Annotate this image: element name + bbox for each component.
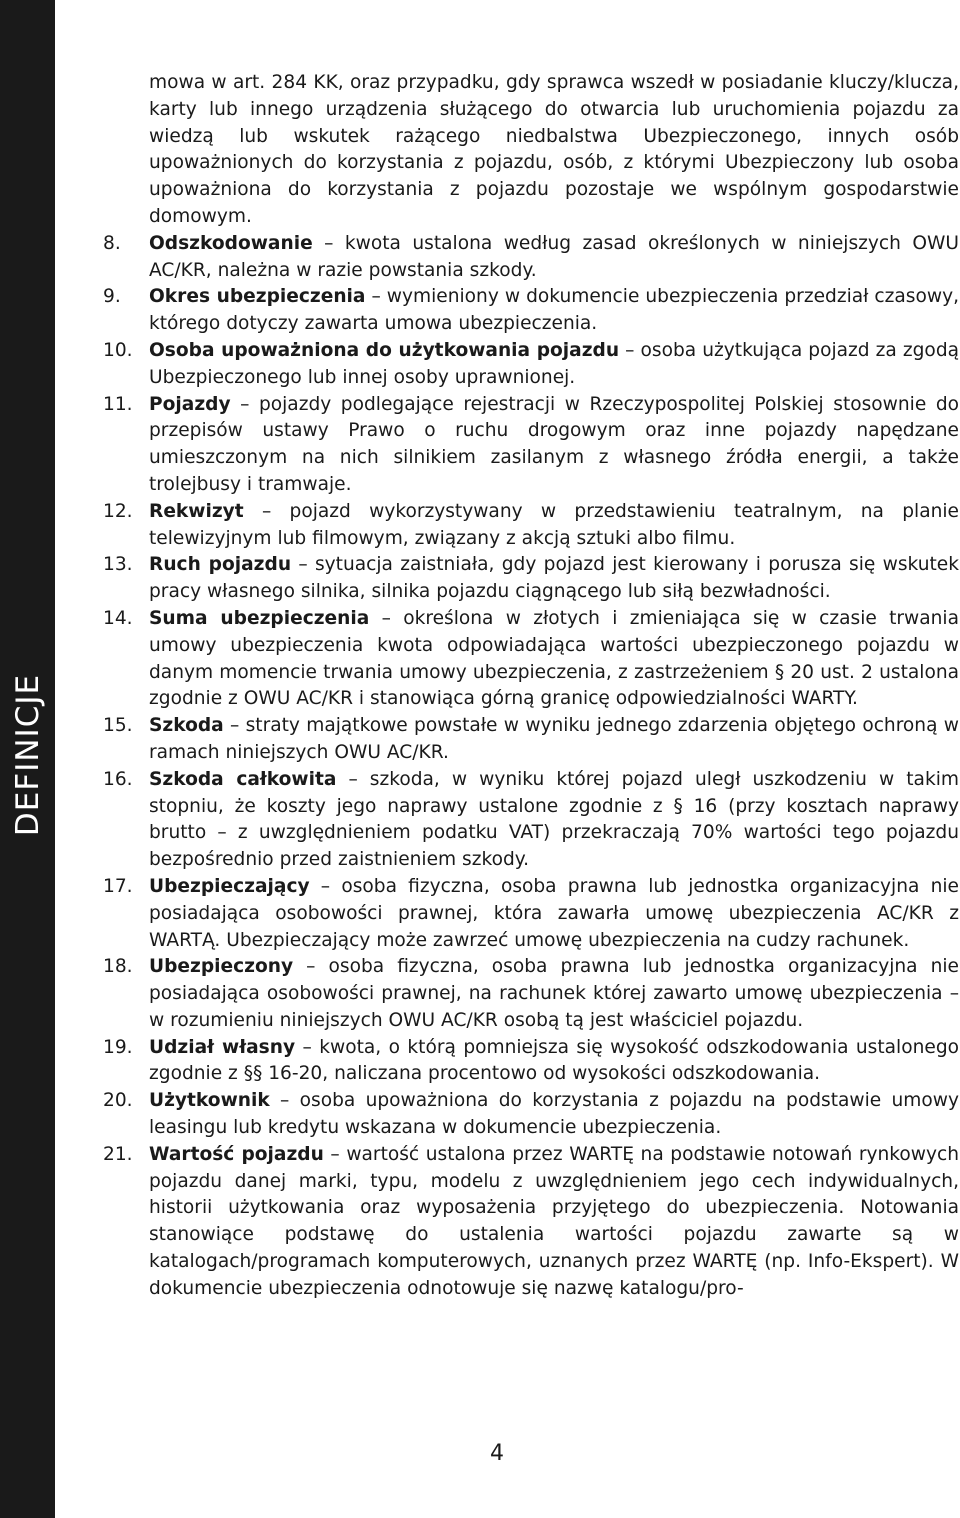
definition-term: Okres ubezpieczenia — [149, 286, 366, 308]
definition-number: 10. — [103, 339, 133, 361]
definition-item — [103, 284, 959, 338]
definition-text — [149, 767, 959, 874]
definition-term: Szkoda całkowita — [149, 768, 337, 790]
definition-item — [103, 338, 959, 392]
definition-term: Osoba upoważniona do użytkowania pojazdu — [149, 339, 620, 361]
definition-text — [149, 392, 959, 499]
definition-term: Ubezpieczający — [149, 875, 310, 897]
definition-body: – szkoda, w wyniku której pojazd uległ uszkodzeniu w takim stopniu, że koszty jego naprawy ustalone zgodnie z § 16 (przy kosztach naprawy brutto – z uwzględnieniem podatku VAT) przekraczają 70% wartości tego pojazdu bezpośrednio przed zaistnieniem szkody. — [149, 768, 959, 871]
section-sidebar — [0, 0, 55, 1518]
definition-item — [103, 874, 959, 954]
definition-term: Pojazdy — [149, 393, 231, 415]
definition-number: 15. — [103, 715, 133, 737]
definition-number: 14. — [103, 607, 133, 629]
definition-term: Suma ubezpieczenia — [149, 607, 370, 629]
definition-number: 18. — [103, 956, 133, 978]
definition-text — [149, 1035, 959, 1089]
definitions-content — [103, 70, 959, 1303]
definition-item — [103, 713, 959, 767]
definition-body: – osoba fizyczna, osoba prawna lub jednostka organizacyjna nie posiadająca osobowości prawnej, która zawarła umowę ubezpieczenia AC/KR z WARTĄ. Ubezpieczający może zawrzeć umowę ubezpieczenia na cudzy rachunek. — [149, 875, 959, 951]
definition-number: 17. — [103, 875, 133, 897]
section-label: DEFINICJE — [10, 673, 46, 837]
definition-item — [103, 1142, 959, 1303]
definition-number: 11. — [103, 393, 133, 415]
definition-text — [149, 338, 959, 392]
definition-body: – kwota, o którą pomniejsza się wysokość odszkodowania ustalonego zgodnie z §§ 16-20, naliczana procentowo od wysokości odszkodowania. — [149, 1036, 959, 1085]
definition-item — [103, 231, 959, 285]
definition-item — [103, 1035, 959, 1089]
definition-term: Szkoda — [149, 715, 224, 737]
definition-text — [149, 552, 959, 606]
definition-term: Ubezpieczony — [149, 956, 294, 978]
definition-body: – określona w złotych i zmieniająca się w czasie trwania umowy ubezpieczenia kwota odpowiadająca wartości ubezpieczonego pojazdu w danym momencie trwania umowy ubezpieczenia, z zastrzeżeniem § 20 ust. 2 ustalona zgodnie z OWU AC/KR i stanowiąca górną granicę odpowiedzialności WARTY. — [149, 607, 959, 710]
definition-body: – straty majątkowe powstałe w wyniku jednego zdarzenia objętego ochroną w ramach niniejszych OWU AC/KR. — [149, 715, 959, 763]
definition-text — [149, 713, 959, 767]
definition-text — [149, 874, 959, 954]
definition-number: 8. — [103, 232, 121, 254]
definition-text — [149, 954, 959, 1034]
definition-term: Odszkodowanie — [149, 232, 313, 254]
definition-number: 19. — [103, 1036, 133, 1058]
definition-term: Ruch pojazdu — [149, 554, 292, 576]
definition-item — [103, 606, 959, 713]
definition-item — [103, 1088, 959, 1142]
definition-term: Użytkownik — [149, 1090, 270, 1112]
definition-text — [149, 1142, 959, 1303]
definition-number: 13. — [103, 554, 133, 576]
definition-body: – pojazd wykorzystywany w przedstawieniu teatralnym, na planie telewizyjnym lub filmowym, związany z akcją sztuki albo filmu. — [149, 500, 959, 549]
definition-term: Udział własny — [149, 1036, 296, 1058]
definition-term: Wartość pojazdu — [149, 1143, 324, 1165]
definition-item — [103, 954, 959, 1034]
definition-number: 16. — [103, 768, 133, 790]
definition-text — [149, 231, 959, 285]
definition-body: – osoba użytkująca pojazd za zgodą Ubezpieczonego lub innej osoby uprawnionej. — [149, 339, 960, 388]
definition-item — [103, 499, 959, 553]
definition-item — [103, 392, 959, 499]
definition-number: 21. — [103, 1143, 133, 1165]
definition-body: – wartość ustalona przez WARTĘ na podstawie notowań rynkowych pojazdu danej marki, typu, modelu z uwzględnieniem jego cech indywidualnych, historii użytkowania oraz wyposażenia przyjętego do ubezpieczenia. Notowania stanowiące podstawę do ustalenia wartości pojazdu zawarte są w katalogach/programach komputerowych, uznanych przez WARTĘ (np. Info-Ekspert). W dokumencie ubezpieczenia odnotowuje się nazwę katalogu/pro- — [149, 1143, 959, 1299]
definition-text — [149, 606, 959, 713]
definition-number: 20. — [103, 1090, 133, 1112]
definition-text — [149, 499, 959, 553]
definition-body: – pojazdy podlegające rejestracji w Rzeczypospolitej Polskiej stosownie do przepisów ustawy Prawo o ruchu drogowym oraz inne pojazdy napędzane umieszczonym na nich silnikiem zasilanym z własnego źródła energii, a także trolejbusy i tramwaje. — [149, 393, 959, 495]
definition-body: – sytuacja zaistniała, gdy pojazd jest kierowany i porusza się wskutek pracy własnego silnika, silnika pojazdu ciągnącego lub siłą bezwładności. — [149, 554, 959, 603]
definition-text — [149, 1088, 959, 1142]
page-number: 4 — [490, 1441, 504, 1466]
definition-body: – kwota ustalona według zasad określonych w niniejszych OWU AC/KR, należna w razie powstania szkody. — [149, 232, 959, 281]
definition-number: 12. — [103, 500, 133, 522]
definition-text — [149, 284, 959, 338]
definition-body: – wymieniony w dokumencie ubezpieczenia przedział czasowy, którego dotyczy zawarta umowa ubezpieczenia. — [149, 286, 959, 335]
intro-paragraph: mowa w art. 284 KK, oraz przypadku, gdy sprawca wszedł w posiadanie kluczy/klucza, karty lub innego urządzenia służącego do otwarcia lub uruchomienia pojazdu za wiedzą lub wskutek rażącego niedbalstwa Ubezpieczonego, innych osób upoważnionych do korzystania z pojazdu, osób, z którymi Ubezpieczony lub osoba upoważniona do korzystania z pojazdu pozostaje we wspólnym gospodarstwie domowym. — [149, 72, 959, 227]
definition-number: 9. — [103, 286, 121, 308]
definition-term: Rekwizyt — [149, 500, 244, 522]
definition-item — [103, 552, 959, 606]
definition-item — [103, 767, 959, 874]
definition-body: – osoba fizyczna, osoba prawna lub jednostka organizacyjna nie posiadająca osobowości prawnej, na rachunek której zawarto umowę ubezpieczenia – w rozumieniu niniejszych OWU AC/KR osobą tą jest właściciel pojazdu. — [149, 956, 959, 1031]
definitions-list — [103, 231, 959, 1303]
definition-body: – osoba upoważniona do korzystania z pojazdu na podstawie umowy leasingu lub kredytu wskazana w dokumencie ubezpieczenia. — [149, 1090, 959, 1139]
